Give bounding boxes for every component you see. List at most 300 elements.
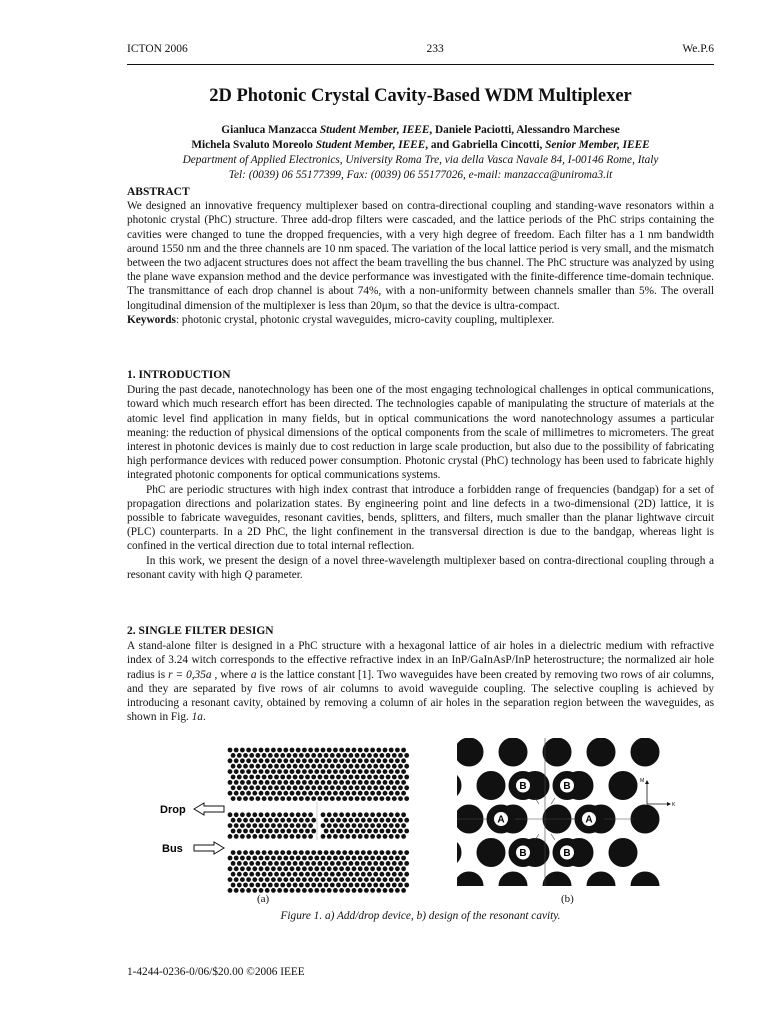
air-hole xyxy=(383,812,388,817)
air-hole xyxy=(395,877,400,882)
air-hole xyxy=(376,888,381,893)
air-hole xyxy=(398,796,403,801)
air-hole xyxy=(256,764,261,769)
air-hole xyxy=(386,775,391,780)
air-hole xyxy=(249,829,254,834)
air-hole xyxy=(333,834,338,839)
air-hole xyxy=(383,866,388,871)
air-hole xyxy=(314,748,319,753)
air-hole xyxy=(293,818,298,823)
air-hole xyxy=(376,834,381,839)
air-hole xyxy=(290,758,295,763)
air-hole xyxy=(240,791,245,796)
hole-b-label: B xyxy=(563,781,571,792)
air-hole xyxy=(240,812,245,817)
air-hole xyxy=(401,791,406,796)
air-hole xyxy=(383,780,388,785)
air-hole xyxy=(383,758,388,763)
air-hole xyxy=(305,796,310,801)
air-hole xyxy=(262,850,267,855)
air-hole xyxy=(305,785,310,790)
author-name: Michela Svaluto Moreolo xyxy=(191,139,313,151)
air-hole xyxy=(330,850,335,855)
air-hole xyxy=(296,780,301,785)
air-hole xyxy=(361,796,366,801)
affiliation: Department of Applied Electronics, University Roma Tre, via della Vasca Navale 84, I-00146 Rome, Italy xyxy=(182,154,659,166)
air-hole xyxy=(352,812,357,817)
air-hole xyxy=(314,856,319,861)
air-hole xyxy=(336,883,341,888)
air-hole xyxy=(380,883,385,888)
air-hole xyxy=(367,753,372,758)
air-hole xyxy=(256,872,261,877)
air-hole xyxy=(249,753,254,758)
air-hole xyxy=(404,796,409,801)
air-hole xyxy=(271,758,276,763)
air-hole xyxy=(234,888,239,893)
air-hole xyxy=(308,758,313,763)
air-hole xyxy=(265,812,270,817)
air-hole xyxy=(370,856,375,861)
air-hole xyxy=(302,823,307,828)
air-hole xyxy=(318,785,323,790)
air-hole xyxy=(243,861,248,866)
air-hole xyxy=(318,796,323,801)
air-hole xyxy=(240,758,245,763)
air-hole xyxy=(296,748,301,753)
air-hole xyxy=(299,861,304,866)
air-hole xyxy=(336,785,341,790)
air-hole xyxy=(389,856,394,861)
air-hole xyxy=(327,877,332,882)
air-hole xyxy=(355,861,360,866)
air-hole xyxy=(383,834,388,839)
air-hole xyxy=(231,796,236,801)
air-hole xyxy=(327,856,332,861)
air-hole xyxy=(404,872,409,877)
air-hole xyxy=(274,850,279,855)
air-hole xyxy=(404,785,409,790)
air-hole xyxy=(262,796,267,801)
air-hole xyxy=(293,829,298,834)
air-hole xyxy=(256,829,261,834)
air-hole xyxy=(268,829,273,834)
air-hole xyxy=(252,877,257,882)
air-hole xyxy=(358,758,363,763)
air-hole xyxy=(249,872,254,877)
air-hole xyxy=(314,866,319,871)
air-hole xyxy=(631,738,659,766)
author-names: , Daniele Paciotti, Alessandro Marchese xyxy=(429,124,620,136)
air-hole xyxy=(321,834,326,839)
air-hole xyxy=(401,758,406,763)
air-hole xyxy=(246,888,251,893)
air-hole xyxy=(398,850,403,855)
air-hole xyxy=(352,823,357,828)
air-hole xyxy=(287,785,292,790)
air-hole xyxy=(367,796,372,801)
air-hole xyxy=(234,769,239,774)
air-hole xyxy=(355,872,360,877)
air-hole xyxy=(256,883,261,888)
air-hole xyxy=(358,877,363,882)
air-hole xyxy=(259,877,264,882)
air-hole xyxy=(392,796,397,801)
air-hole xyxy=(330,764,335,769)
air-hole xyxy=(358,791,363,796)
air-hole xyxy=(231,829,236,834)
subfigure-label-a: (a) xyxy=(257,893,270,905)
air-hole xyxy=(358,823,363,828)
introduction-section xyxy=(127,368,714,582)
air-hole xyxy=(401,780,406,785)
air-hole xyxy=(398,785,403,790)
air-hole xyxy=(404,883,409,888)
air-hole xyxy=(389,758,394,763)
air-hole xyxy=(342,850,347,855)
air-hole xyxy=(228,769,233,774)
air-hole xyxy=(296,769,301,774)
air-hole xyxy=(268,850,273,855)
air-hole xyxy=(268,764,273,769)
air-hole xyxy=(349,775,354,780)
air-hole xyxy=(364,758,369,763)
air-hole xyxy=(280,753,285,758)
air-hole xyxy=(274,753,279,758)
air-hole xyxy=(246,812,251,817)
air-hole xyxy=(401,877,406,882)
air-hole xyxy=(277,866,282,871)
air-hole xyxy=(336,764,341,769)
air-hole xyxy=(268,883,273,888)
air-hole xyxy=(311,872,316,877)
running-header xyxy=(127,43,714,59)
air-hole xyxy=(271,823,276,828)
air-hole xyxy=(268,861,273,866)
air-hole xyxy=(314,888,319,893)
air-hole xyxy=(352,791,357,796)
air-hole xyxy=(249,764,254,769)
air-hole xyxy=(262,883,267,888)
figure-1 xyxy=(127,738,714,938)
air-hole xyxy=(259,856,264,861)
air-hole xyxy=(398,818,403,823)
author-role: Senior Member, IEEE xyxy=(545,139,650,151)
air-hole xyxy=(299,796,304,801)
abstract-text: We designed an innovative frequency multiplexer based on contra-directional coupling and standing-wave resonators within a photonic crystal (PhC) structure. Three add-drop filters were cascaded, and the lattice periods of the PhC strips containing the cavities were changed to tune the dropped frequencies, with a very high degree of freedom. Each filter has a 1 nm bandwidth around 1550 nm and the three channels are 10 nm spaced. The variation of the local lattice period is very small, and the mismatch between the two adjacent structures does not affect the beam travelling the bus channel. The PhC structure was analyzed by using the plane wave expansion method and the device performance was investigated with the finite-difference time-domain technique. The transmittance of each drop channel is about 74%, with a non-uniformity between channels smaller than 5%. The overall longitudinal dimension of the multiplexer is less than 20μm, so that the device is ultra-compact. xyxy=(127,200,714,312)
section-heading: 1. INTRODUCTION xyxy=(127,369,231,381)
text-run: parameter. xyxy=(252,568,303,581)
air-hole xyxy=(283,758,288,763)
air-hole xyxy=(324,883,329,888)
air-hole xyxy=(342,861,347,866)
air-hole xyxy=(265,748,270,753)
air-hole xyxy=(302,780,307,785)
air-hole xyxy=(271,856,276,861)
air-hole xyxy=(367,883,372,888)
air-hole xyxy=(345,834,350,839)
air-hole xyxy=(333,769,338,774)
air-hole xyxy=(240,866,245,871)
air-hole xyxy=(256,775,261,780)
air-hole xyxy=(234,866,239,871)
air-hole xyxy=(280,775,285,780)
air-hole xyxy=(231,753,236,758)
air-hole xyxy=(265,856,270,861)
air-hole xyxy=(246,834,251,839)
air-hole xyxy=(324,829,329,834)
air-hole xyxy=(370,748,375,753)
air-hole xyxy=(296,758,301,763)
air-hole xyxy=(392,753,397,758)
air-hole xyxy=(296,877,301,882)
air-hole xyxy=(231,785,236,790)
air-hole xyxy=(287,872,292,877)
air-hole xyxy=(265,780,270,785)
air-hole xyxy=(342,764,347,769)
air-hole xyxy=(401,888,406,893)
air-hole xyxy=(376,856,381,861)
air-hole xyxy=(311,883,316,888)
air-hole xyxy=(404,850,409,855)
air-hole xyxy=(311,829,316,834)
air-hole xyxy=(358,748,363,753)
air-hole xyxy=(249,796,254,801)
air-hole xyxy=(318,883,323,888)
air-hole xyxy=(370,866,375,871)
air-hole xyxy=(308,769,313,774)
air-hole xyxy=(345,823,350,828)
air-hole xyxy=(376,877,381,882)
air-hole xyxy=(299,829,304,834)
air-hole xyxy=(376,791,381,796)
air-hole xyxy=(631,872,659,886)
air-hole xyxy=(280,872,285,877)
air-hole xyxy=(336,753,341,758)
air-hole xyxy=(367,775,372,780)
air-hole xyxy=(395,748,400,753)
air-hole xyxy=(228,856,233,861)
air-hole xyxy=(404,775,409,780)
air-hole xyxy=(252,856,257,861)
air-hole xyxy=(404,861,409,866)
air-hole xyxy=(355,753,360,758)
air-hole xyxy=(302,856,307,861)
air-hole xyxy=(274,861,279,866)
air-hole xyxy=(231,818,236,823)
air-hole xyxy=(234,877,239,882)
air-hole xyxy=(324,753,329,758)
air-hole xyxy=(373,775,378,780)
air-hole xyxy=(280,850,285,855)
figure-ref: 1a xyxy=(191,711,203,724)
keywords-label: Keywords xyxy=(127,313,176,326)
air-hole xyxy=(296,866,301,871)
paragraph xyxy=(127,554,714,582)
air-hole xyxy=(293,861,298,866)
air-hole xyxy=(299,764,304,769)
air-hole xyxy=(324,796,329,801)
air-hole xyxy=(457,738,483,766)
air-hole xyxy=(234,823,239,828)
air-hole xyxy=(398,753,403,758)
air-hole xyxy=(361,829,366,834)
air-hole xyxy=(231,872,236,877)
air-hole xyxy=(246,769,251,774)
air-hole xyxy=(305,818,310,823)
air-hole xyxy=(237,796,242,801)
hole-a-label: A xyxy=(585,814,593,826)
air-hole xyxy=(237,829,242,834)
air-hole xyxy=(345,812,350,817)
air-hole xyxy=(395,780,400,785)
air-hole xyxy=(364,866,369,871)
paper-code: We.P.6 xyxy=(682,43,714,55)
air-hole xyxy=(352,888,357,893)
air-hole xyxy=(321,856,326,861)
air-hole xyxy=(237,872,242,877)
air-hole xyxy=(380,829,385,834)
air-hole xyxy=(290,834,295,839)
air-hole xyxy=(324,764,329,769)
air-hole xyxy=(262,872,267,877)
air-hole xyxy=(333,888,338,893)
air-hole xyxy=(246,791,251,796)
air-hole xyxy=(311,850,316,855)
air-hole xyxy=(358,888,363,893)
air-hole xyxy=(296,834,301,839)
air-hole xyxy=(290,856,295,861)
air-hole xyxy=(392,861,397,866)
air-hole xyxy=(293,753,298,758)
air-hole xyxy=(271,748,276,753)
author-role: Student Member, IEEE xyxy=(319,124,430,136)
air-hole xyxy=(318,872,323,877)
air-hole xyxy=(280,861,285,866)
air-hole xyxy=(345,791,350,796)
air-hole xyxy=(246,823,251,828)
air-hole xyxy=(249,775,254,780)
air-hole xyxy=(299,775,304,780)
air-hole xyxy=(259,769,264,774)
air-hole xyxy=(349,850,354,855)
air-hole xyxy=(228,791,233,796)
air-hole xyxy=(404,764,409,769)
air-hole xyxy=(231,764,236,769)
air-hole xyxy=(404,818,409,823)
air-hole xyxy=(401,823,406,828)
air-hole xyxy=(287,764,292,769)
air-hole xyxy=(243,872,248,877)
air-hole xyxy=(296,856,301,861)
air-hole xyxy=(311,775,316,780)
air-hole xyxy=(308,823,313,828)
air-hole xyxy=(305,829,310,834)
math-var: a xyxy=(250,668,257,681)
air-hole xyxy=(308,834,313,839)
air-hole xyxy=(283,877,288,882)
single-filter-section xyxy=(127,624,714,724)
air-hole xyxy=(321,866,326,871)
air-hole xyxy=(386,753,391,758)
air-hole xyxy=(386,796,391,801)
air-hole xyxy=(349,872,354,877)
air-hole xyxy=(287,796,292,801)
air-hole xyxy=(367,872,372,877)
air-hole xyxy=(228,834,233,839)
air-hole xyxy=(283,888,288,893)
paper-title: 2D Photonic Crystal Cavity-Based WDM Multiplexer xyxy=(209,86,632,106)
abstract-section xyxy=(127,185,714,327)
air-hole xyxy=(308,748,313,753)
air-hole xyxy=(293,775,298,780)
air-hole xyxy=(283,780,288,785)
air-hole xyxy=(392,829,397,834)
air-hole xyxy=(252,748,257,753)
air-hole xyxy=(367,818,372,823)
author-block xyxy=(127,123,714,183)
air-hole xyxy=(345,866,350,871)
air-hole xyxy=(376,866,381,871)
air-hole xyxy=(311,861,316,866)
air-hole xyxy=(252,812,257,817)
air-hole xyxy=(231,775,236,780)
air-hole xyxy=(237,764,242,769)
air-hole xyxy=(386,861,391,866)
air-hole xyxy=(256,753,261,758)
air-hole xyxy=(370,834,375,839)
air-hole xyxy=(373,764,378,769)
air-hole xyxy=(243,818,248,823)
air-hole xyxy=(234,758,239,763)
air-hole xyxy=(262,861,267,866)
air-hole xyxy=(380,818,385,823)
air-hole xyxy=(345,888,350,893)
air-hole xyxy=(274,785,279,790)
air-hole xyxy=(302,812,307,817)
air-hole xyxy=(345,769,350,774)
air-hole xyxy=(383,888,388,893)
air-hole xyxy=(330,818,335,823)
air-hole xyxy=(395,856,400,861)
air-hole xyxy=(330,872,335,877)
air-hole xyxy=(252,834,257,839)
air-hole xyxy=(543,738,571,766)
air-hole xyxy=(349,753,354,758)
air-hole xyxy=(364,780,369,785)
air-hole xyxy=(308,856,313,861)
keywords-list: : photonic crystal, photonic crystal waveguides, micro-cavity coupling, multiplexer. xyxy=(175,313,555,326)
air-hole xyxy=(259,748,264,753)
text-run: , where xyxy=(211,668,251,681)
air-hole xyxy=(361,775,366,780)
air-hole xyxy=(376,748,381,753)
air-hole xyxy=(283,748,288,753)
air-hole xyxy=(240,769,245,774)
air-hole xyxy=(283,791,288,796)
air-hole xyxy=(361,785,366,790)
air-hole xyxy=(243,753,248,758)
air-hole xyxy=(364,856,369,861)
air-hole xyxy=(367,785,372,790)
air-hole xyxy=(339,812,344,817)
air-hole xyxy=(389,812,394,817)
air-hole xyxy=(240,877,245,882)
air-hole xyxy=(237,883,242,888)
air-hole xyxy=(293,764,298,769)
air-hole xyxy=(268,872,273,877)
air-hole xyxy=(314,877,319,882)
